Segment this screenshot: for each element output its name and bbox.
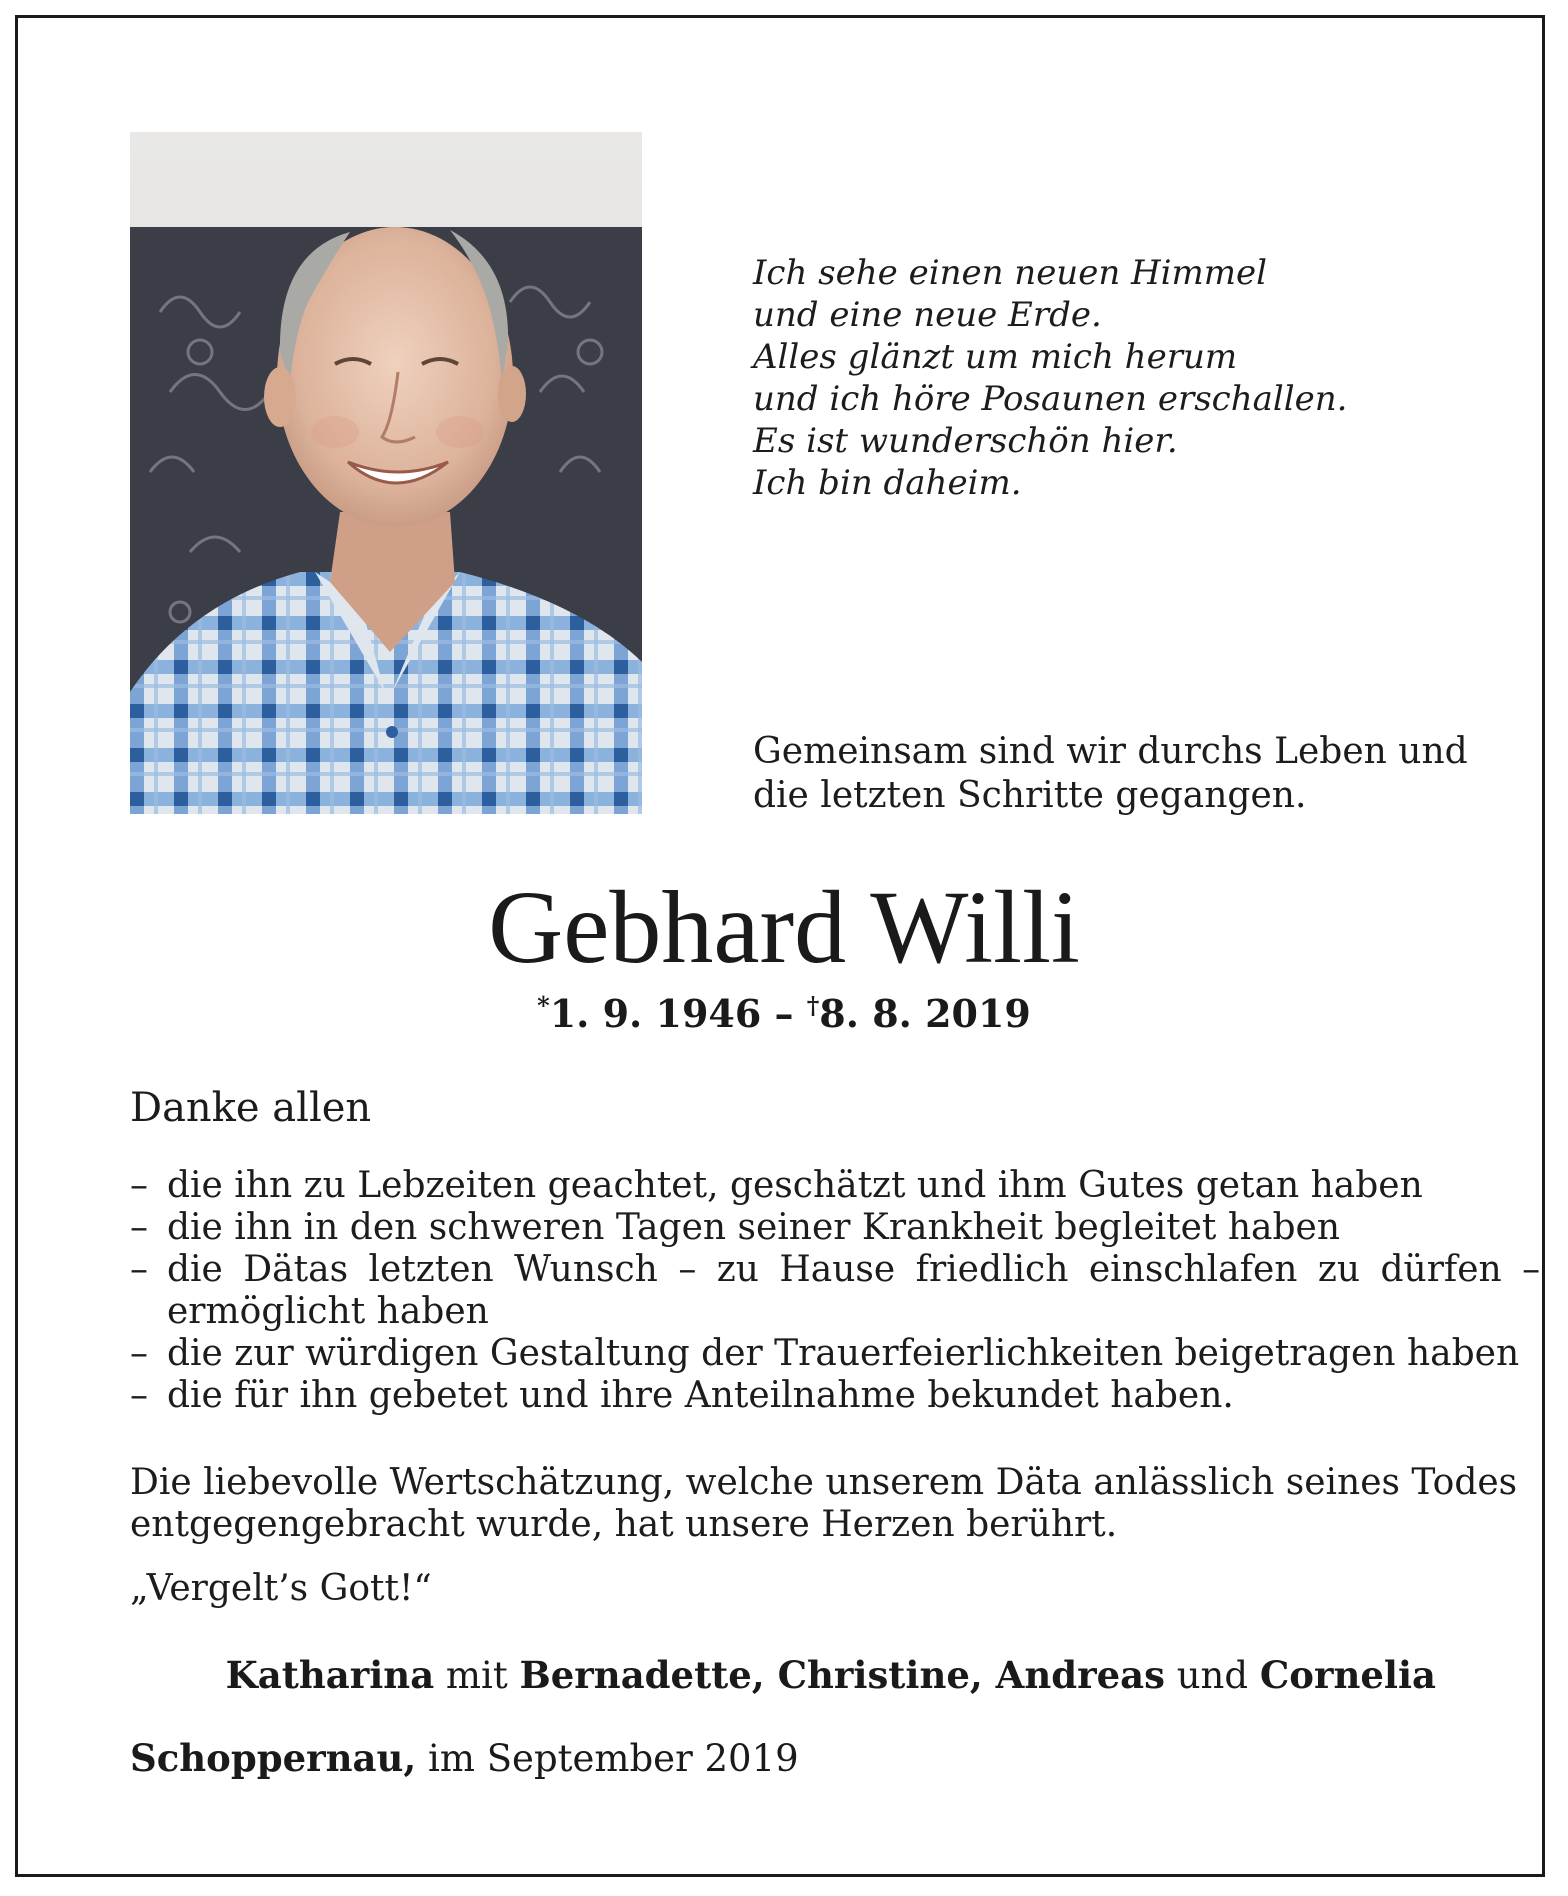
list-item-text: die ihn zu Lebzeiten geachtet, geschätzt und ihm Gutes getan haben (167, 1165, 1423, 1206)
poem-line: und eine neue Erde. (753, 295, 1102, 335)
list-item (130, 1207, 1440, 1249)
list-item-text: die zur würdigen Gestaltung der Trauerfeierlichkeiten beigetragen haben (167, 1333, 1520, 1374)
birth-date: 1. 9. 1946 (549, 991, 762, 1036)
list-dash: – (130, 1375, 148, 1416)
together-line: die letzten Schritte gegangen. (753, 775, 1307, 816)
life-dates (0, 990, 1568, 1038)
deceased-name: Gebhard Willi (488, 870, 1080, 985)
poem-line: Ich bin daheim. (753, 463, 1022, 503)
poem-line: Ich sehe einen neuen Himmel (753, 253, 1268, 293)
together-line: Gemeinsam sind wir durchs Leben und (753, 731, 1468, 772)
list-dash: – (130, 1333, 148, 1374)
list-item-text: die für ihn gebetet und ihre Anteilnahme bekundet haben. (167, 1375, 1234, 1416)
list-dash: – (130, 1165, 148, 1206)
poem-line: und ich höre Posaunen erschallen. (753, 379, 1348, 419)
place-date (130, 1735, 799, 1782)
portrait-illustration (130, 132, 642, 814)
thanks-list (130, 1165, 1541, 1417)
list-dash: – (130, 1249, 148, 1290)
birth-symbol: * (537, 990, 550, 1020)
family-name-3: Cornelia (1259, 1653, 1436, 1697)
list-item (130, 1249, 1541, 1291)
list-item-text: ermöglicht haben (167, 1291, 489, 1332)
poem-line: Es ist wunderschön hier. (753, 421, 1178, 461)
closing-quote: „Vergelt’s Gott!“ (130, 1568, 432, 1609)
list-item-text: die ihn in den schweren Tagen seiner Krankheit begleitet haben (167, 1207, 1341, 1248)
appreciation-paragraph (130, 1462, 1518, 1546)
list-item-text: die Dätas letzten Wunsch – zu Hause friedlich einschlafen zu dürfen – (167, 1249, 1541, 1290)
poem (753, 252, 1453, 504)
thanks-heading: Danke allen (130, 1085, 372, 1131)
appreciation-line: entgegengebracht wurde, hat unsere Herzen berührt. (130, 1504, 1118, 1545)
place-month: im September 2019 (416, 1737, 799, 1780)
appreciation-line: Die liebevolle Wertschätzung, welche unserem Däta anlässlich seines Todes (130, 1462, 1518, 1503)
list-dash: – (130, 1207, 148, 1248)
portrait-photo (130, 132, 642, 814)
list-item (130, 1375, 1440, 1417)
death-date: 8. 8. 2019 (819, 991, 1031, 1036)
poem-line: Alles glänzt um mich herum (753, 337, 1238, 377)
together-statement (753, 730, 1468, 818)
family-name-2: Bernadette, Christine, Andreas (519, 1653, 1165, 1697)
list-item (130, 1333, 1520, 1375)
family-signature (226, 1652, 1436, 1699)
date-separator: – (761, 991, 807, 1036)
list-item-continuation (130, 1291, 1440, 1333)
death-symbol: † (806, 990, 820, 1020)
family-name-1: Katharina (225, 1653, 435, 1697)
place-town: Schoppernau, (130, 1736, 417, 1780)
list-item (130, 1165, 1440, 1207)
family-conjunction-1: mit (434, 1654, 520, 1697)
family-conjunction-2: und (1164, 1654, 1260, 1697)
